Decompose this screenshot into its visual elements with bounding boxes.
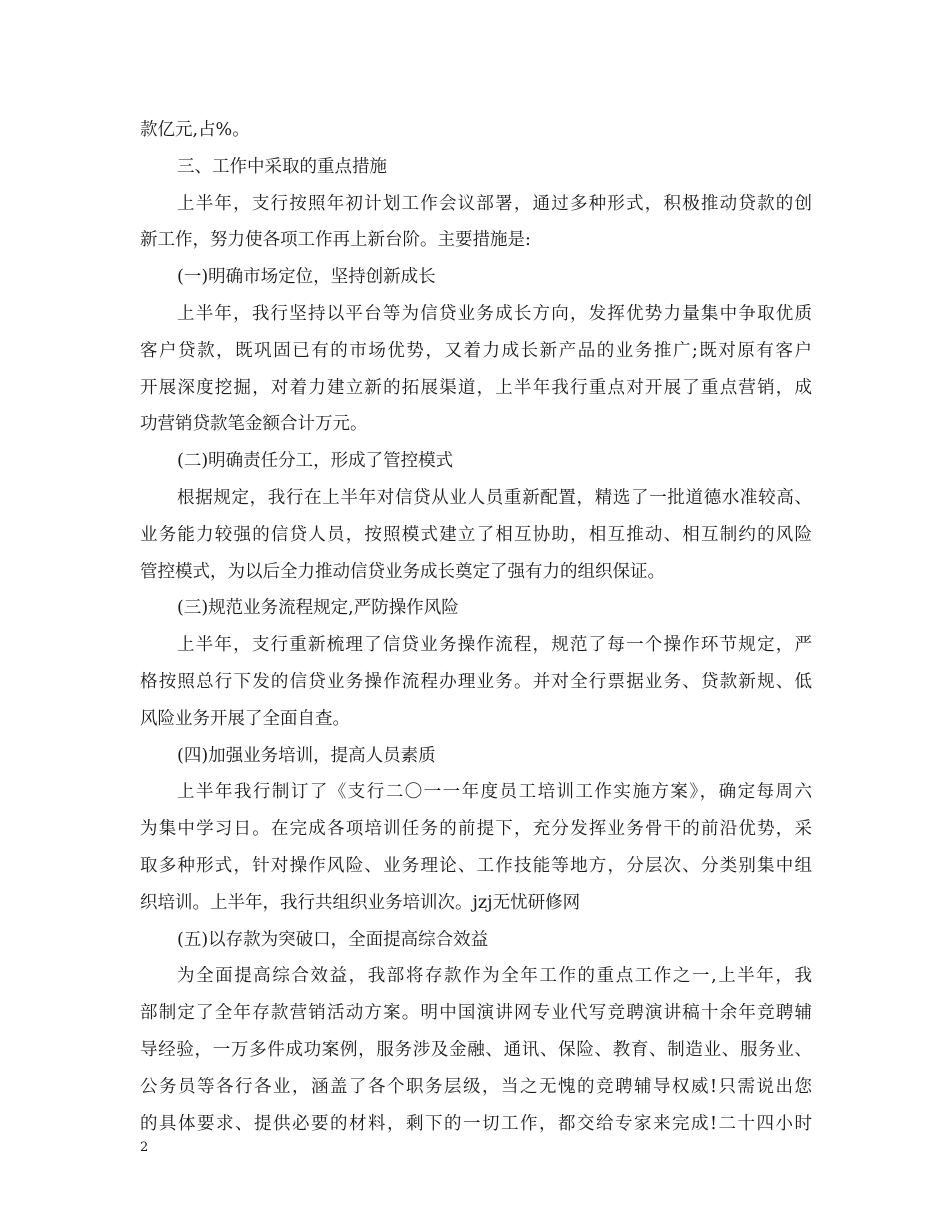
text-line: 为集中学习日。在完成各项培训任务的前提下，充分发挥业务骨干的前沿优势，采 — [140, 819, 812, 840]
text-line: 为全面提高综合效益，我部将存款作为全年工作的重点工作之一,上半年，我 — [177, 966, 812, 987]
text-line: 管控模式，为以后全力推动信贷业务成长奠定了强有力的组织保证。 — [140, 561, 665, 582]
text-line: 的具体要求、提供必要的材料，剩下的一切工作，都交给专家来完成!二十四小时 — [140, 1113, 812, 1134]
text-line: 上半年我行制订了《支行二〇一一年度员工培训工作实施方案》，确定每周六 — [177, 782, 812, 803]
text-line: 根据规定，我行在上半年对信贷从业人员重新配置，精选了一批道德水准较高、 — [177, 487, 812, 508]
text-line: 上半年，支行按照年初计划工作会议部署，通过多种形式，积极推动贷款的创 — [177, 193, 812, 214]
text-line: 导经验，一万多件成功案例，服务涉及金融、通讯、保险、教育、制造业、服务业、 — [140, 1039, 812, 1060]
text-line: 格按照总行下发的信贷业务操作流程办理业务。并对全行票据业务、贷款新规、低 — [140, 671, 812, 692]
text-line: 款亿元,占%。 — [140, 120, 250, 140]
text-line: 风险业务开展了全面自查。 — [140, 708, 350, 729]
text-line: (五)以存款为突破口，全面提高综合效益 — [177, 929, 489, 950]
text-line: 业务能力较强的信贷人员，按照模式建立了相互协助，相互推动、相互制约的风险 — [140, 524, 812, 545]
text-line: (四)加强业务培训，提高人员素质 — [177, 745, 436, 766]
text-line: (一)明确市场定位，坚持创新成长 — [177, 267, 436, 288]
text-line: 上半年，支行重新梳理了信贷业务操作流程，规范了每一个操作环节规定，严 — [177, 635, 812, 656]
text-line: 上半年，我行坚持以平台等为信贷业务成长方向，发挥优势力量集中争取优质 — [177, 303, 812, 324]
text-line: 开展深度挖掘，对着力建立新的拓展渠道，上半年我行重点对开展了重点营销，成 — [140, 377, 812, 398]
text-line: 公务员等各行各业，涵盖了各个职务层级，当之无愧的竞聘辅导权威!只需说出您 — [140, 1076, 812, 1097]
text-line: 三、工作中采取的重点措施 — [177, 156, 387, 177]
text-line: 取多种形式，针对操作风险、业务理论、工作技能等地方，分层次、分类别集中组 — [140, 855, 812, 876]
text-line: 织培训。上半年，我行共组织业务培训次。jzj无忧研修网 — [140, 892, 581, 913]
text-line: (三)规范业务流程规定,严防操作风险 — [177, 598, 459, 619]
page-number: 2 — [140, 1140, 149, 1155]
text-line: 部制定了全年存款营销活动方案。明中国演讲网专业代写竞聘演讲稿十余年竞聘辅 — [140, 1003, 812, 1024]
document-body — [140, 112, 812, 1142]
text-line: (二)明确责任分工，形成了管控模式 — [177, 451, 454, 472]
text-line: 功营销贷款笔金额合计万元。 — [140, 414, 368, 435]
text-line: 新工作，努力使各项工作再上新台阶。主要措施是: — [140, 230, 531, 251]
text-line: 客户贷款，既巩固已有的市场优势，又着力成长新产品的业务推广;既对原有客户 — [140, 340, 812, 361]
